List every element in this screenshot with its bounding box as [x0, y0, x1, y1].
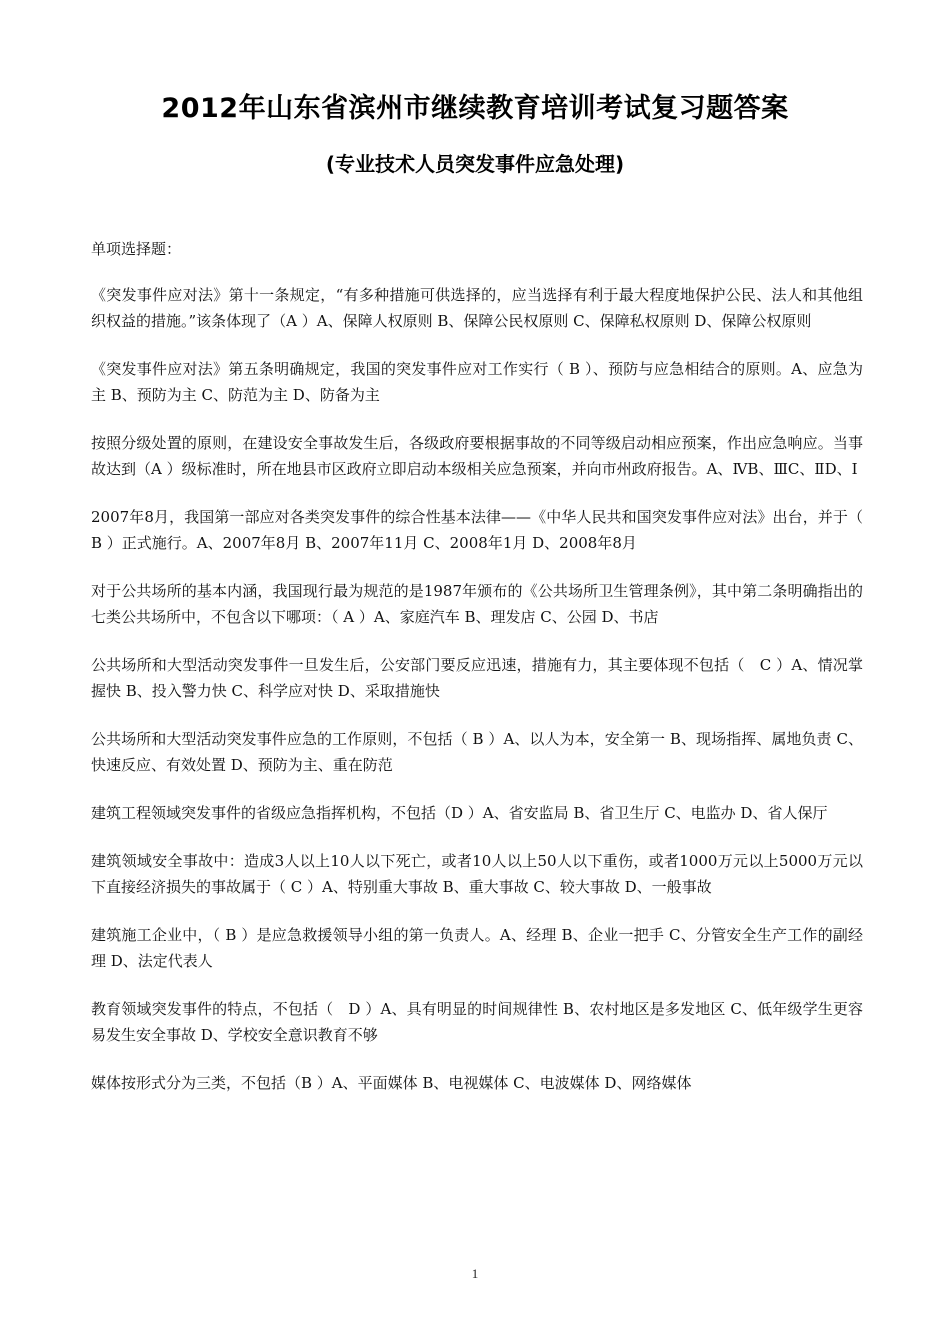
question-11: 教育领域突发事件的特点，不包括（ D ）A、具有明显的时间规律性 B、农村地区是多发地区 C、低年级学生更容易发生安全事故 D、学校安全意识教育不够 — [91, 1000, 863, 1044]
question-6: 公共场所和大型活动突发事件一旦发生后，公安部门要反应迅速，措施有力，其主要体现不包括（ C ）A、情况掌握快 B、投入警力快 C、科学应对快 D、采取措施快 — [91, 656, 863, 700]
document-title: 2012年山东省滨州市继续教育培训考试复习题答案 — [161, 93, 789, 124]
document-subtitle: (专业技术人员突发事件应急处理) — [325, 152, 625, 176]
document-body — [91, 236, 863, 1118]
question-7: 公共场所和大型活动突发事件应急的工作原则，不包括（ B ）A、以人为本，安全第一 B、现场指挥、属地负责 C、快速反应、有效处置 D、预防为主、重在防范 — [91, 730, 863, 774]
question-8: 建筑工程领域突发事件的省级应急指挥机构，不包括（D ）A、省安监局 B、省卫生厅 C、电监办 D、省人保厅 — [91, 804, 828, 822]
question-3: 按照分级处置的原则，在建设安全事故发生后，各级政府要根据事故的不同等级启动相应预案，作出应急响应。当事故达到（A ）级标准时，所在地县市区政府立即启动本级相关应急预案，并向市州政府报告。A、ⅣB、ⅢC、ⅡD、Ⅰ — [91, 434, 863, 478]
question-1: 《突发事件应对法》第十一条规定，“有多种措施可供选择的，应当选择有利于最大程度地保护公民、法人和其他组织权益的措施。”该条体现了（A ）A、保障人权原则 B、保障公民权原则 C、保障私权原则 D、保障公权原则 — [91, 286, 863, 330]
section-label: 单项选择题： — [91, 240, 182, 258]
question-10: 建筑施工企业中，（ B ）是应急救援领导小组的第一负责人。A、经理 B、企业一把手 C、分管安全生产工作的副经理 D、法定代表人 — [91, 926, 863, 970]
question-9: 建筑领域安全事故中：造成3人以上10人以下死亡，或者10人以上50人以下重伤，或者1000万元以上5000万元以下直接经济损失的事故属于（ C ）A、特别重大事故 B、重大事故 C、较大事故 D、一般事故 — [91, 852, 863, 896]
question-12: 媒体按形式分为三类，不包括（B ）A、平面媒体 B、电视媒体 C、电波媒体 D、网络媒体 — [91, 1074, 692, 1092]
page-number: 1 — [471, 1266, 479, 1281]
question-4: 2007年8月，我国第一部应对各类突发事件的综合性基本法律——《中华人民共和国突发事件应对法》出台，并于（ B ）正式施行。A、2007年8月 B、2007年11月 C、2008年1月 D、2008年8月 — [91, 508, 863, 552]
question-2: 《突发事件应对法》第五条明确规定，我国的突发事件应对工作实行（ B ）、预防与应急相结合的原则。A、应急为主 B、预防为主 C、防范为主 D、防备为主 — [91, 360, 863, 404]
question-5: 对于公共场所的基本内涵，我国现行最为规范的是1987年颁布的《公共场所卫生管理条例》，其中第二条明确指出的七类公共场所中，不包含以下哪项：（ A ）A、家庭汽车 B、理发店 C、公园 D、书店 — [91, 582, 863, 626]
